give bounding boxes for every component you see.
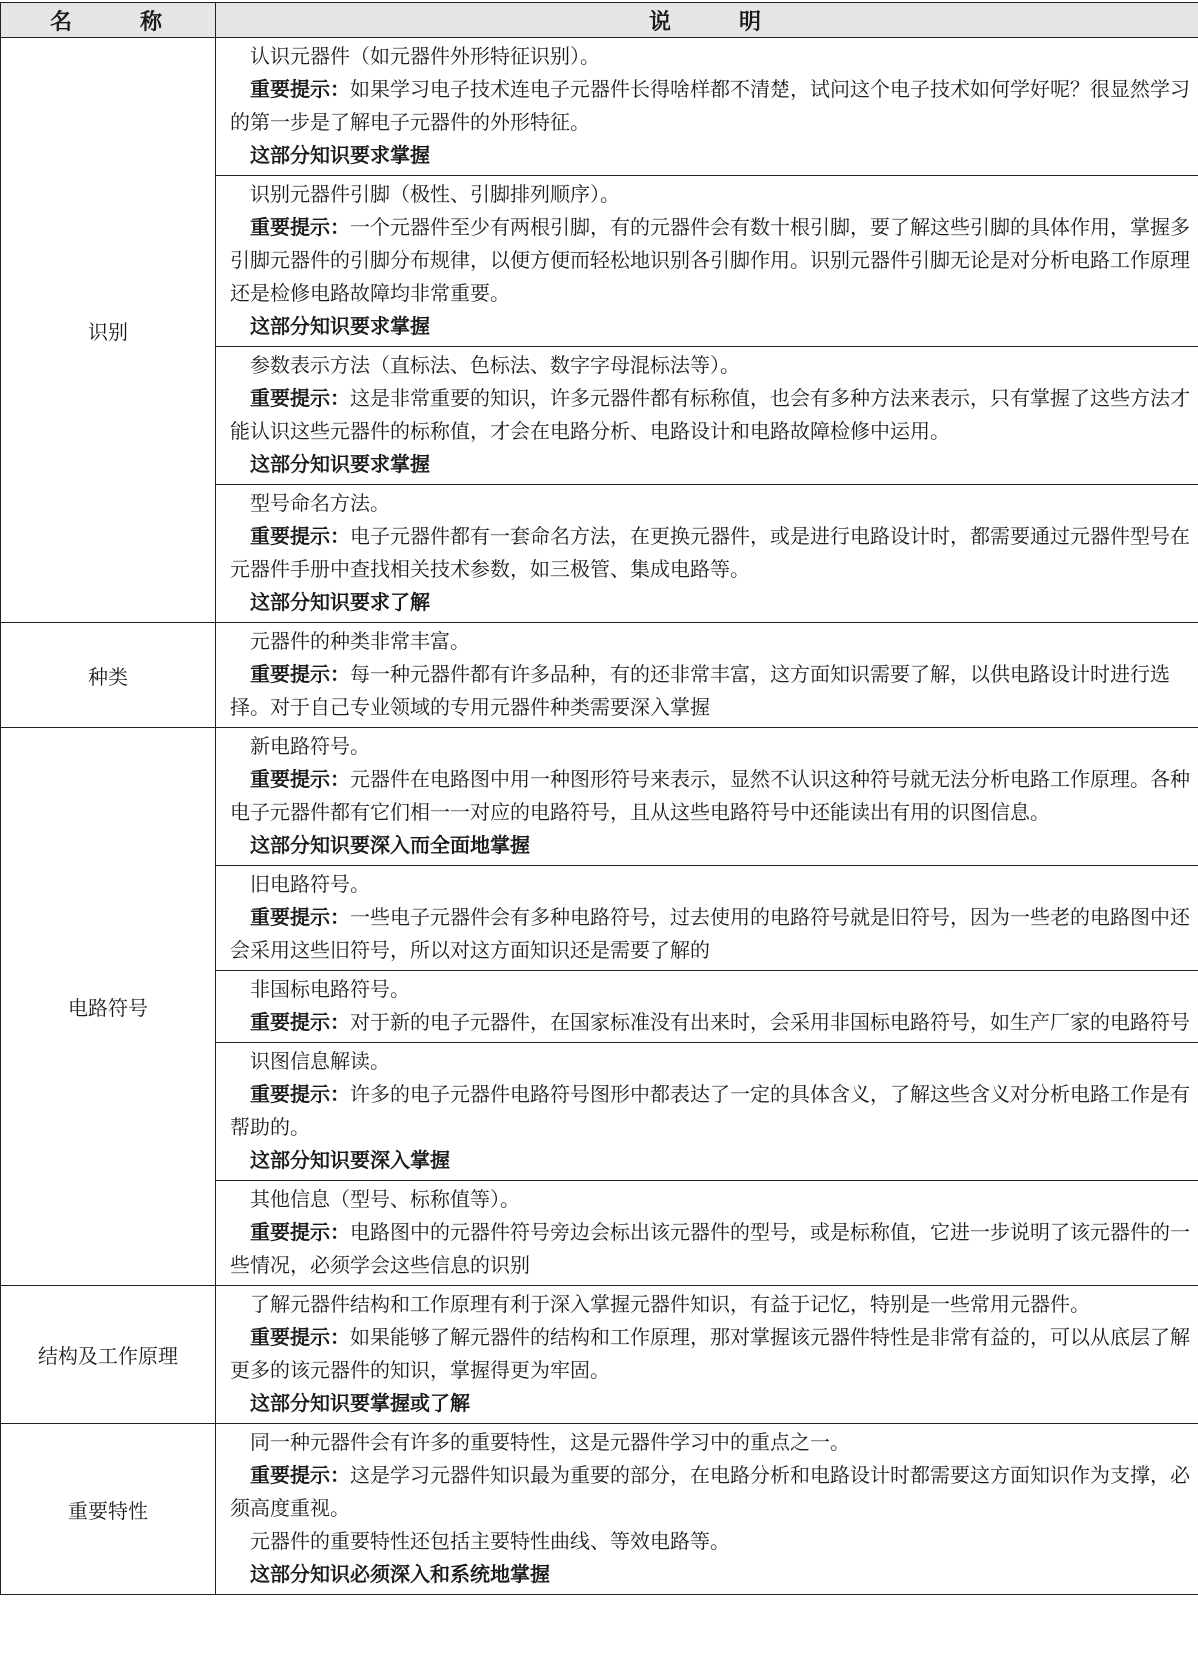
description-cell xyxy=(216,1181,1198,1286)
header-name-char-2: 称 xyxy=(140,9,167,35)
requirement-note: 这部分知识要掌握或了解 xyxy=(250,1391,470,1415)
requirement-note: 这部分知识要深入掌握 xyxy=(250,1148,450,1172)
topic-line: 同一种元器件会有许多的重要特性，这是元器件学习中的重点之一。 xyxy=(250,1430,850,1454)
description-cell xyxy=(216,347,1198,485)
tip-label: 重要提示： xyxy=(250,662,350,686)
topic-line: 非国标电路符号。 xyxy=(250,977,410,1001)
category-name: 结构及工作原理 xyxy=(1,1286,216,1424)
table-header-row xyxy=(1,3,1198,38)
description-cell xyxy=(216,971,1198,1043)
tip-label: 重要提示： xyxy=(250,386,350,410)
table-row xyxy=(1,1286,1198,1424)
category-name: 识别 xyxy=(1,38,216,623)
important-tip xyxy=(230,211,1190,310)
tip-text: 这是学习元器件知识最为重要的部分，在电路分析和电路设计时都需要这方面知识作为支撑，必须高度重视。 xyxy=(230,1463,1190,1520)
tip-text: 元器件在电路图中用一种图形符号来表示，显然不认识这种符号就无法分析电路工作原理。各种电子元器件都有它们相一一对应的电路符号，且从这些电路符号中还能读出有用的识图信息。 xyxy=(230,767,1190,824)
tip-text: 一个元器件至少有两根引脚，有的元器件会有数十根引脚，要了解这些引脚的具体作用，掌握多引脚元器件的引脚分布规律，以便方便而轻松地识别各引脚作用。识别元器件引脚无论是对分析电路工作原理还是检修电路故障均非常重要。 xyxy=(230,215,1190,305)
components-knowledge-table xyxy=(0,2,1198,1595)
important-tip xyxy=(230,520,1190,586)
description-cell xyxy=(216,866,1198,971)
tip-text: 这是非常重要的知识，许多元器件都有标称值，也会有多种方法来表示，只有掌握了这些方法才能认识这些元器件的标称值，才会在电路分析、电路设计和电路故障检修中运用。 xyxy=(230,386,1190,443)
topic-line: 元器件的重要特性还包括主要特性曲线、等效电路等。 xyxy=(250,1529,730,1553)
description-cell xyxy=(216,1043,1198,1181)
topic-line: 其他信息（型号、标称值等）。 xyxy=(250,1187,520,1211)
tip-text: 许多的电子元器件电路符号图形中都表达了一定的具体含义，了解这些含义对分析电路工作是有帮助的。 xyxy=(230,1082,1190,1139)
topic-line: 旧电路符号。 xyxy=(250,872,370,896)
tip-label: 重要提示： xyxy=(250,1463,350,1487)
header-desc-char-1: 说 xyxy=(648,9,675,35)
description-cell xyxy=(216,728,1198,866)
tip-label: 重要提示： xyxy=(250,767,350,791)
requirement-note: 这部分知识要求掌握 xyxy=(250,314,430,338)
topic-line: 识别元器件引脚（极性、引脚排列顺序）。 xyxy=(250,182,620,206)
topic-line: 参数表示方法（直标法、色标法、数字字母混标法等）。 xyxy=(250,353,740,377)
topic-line: 了解元器件结构和工作原理有利于深入掌握元器件知识，有益于记忆，特别是一些常用元器件。 xyxy=(250,1292,1090,1316)
description-cell xyxy=(216,38,1198,176)
table-row xyxy=(1,38,1198,176)
table-body xyxy=(1,38,1198,1595)
category-name: 种类 xyxy=(1,623,216,728)
table-row xyxy=(1,623,1198,728)
description-cell xyxy=(216,1424,1198,1595)
important-tip xyxy=(230,1006,1190,1039)
header-desc-char-2: 明 xyxy=(739,9,766,35)
important-tip xyxy=(230,1321,1190,1387)
table-row xyxy=(1,1424,1198,1595)
tip-text: 如果能够了解元器件的结构和工作原理，那对掌握该元器件特性是非常有益的，可以从底层了解更多的该元器件的知识，掌握得更为牢固。 xyxy=(230,1325,1190,1382)
tip-text: 电子元器件都有一套命名方法，在更换元器件，或是进行电路设计时，都需要通过元器件型号在元器件手册中查找相关技术参数，如三极管、集成电路等。 xyxy=(230,524,1190,581)
category-name: 重要特性 xyxy=(1,1424,216,1595)
tip-label: 重要提示： xyxy=(250,77,350,101)
tip-text: 如果学习电子技术连电子元器件长得啥样都不清楚，试问这个电子技术如何学好呢？很显然学习的第一步是了解电子元器件的外形特征。 xyxy=(230,77,1190,134)
description-cell xyxy=(216,176,1198,347)
requirement-note: 这部分知识要求掌握 xyxy=(250,452,430,476)
tip-text: 对于新的电子元器件，在国家标准没有出来时，会采用非国标电路符号，如生产厂家的电路符号 xyxy=(350,1010,1190,1034)
header-description xyxy=(216,3,1198,38)
category-name: 电路符号 xyxy=(1,728,216,1286)
tip-label: 重要提示： xyxy=(250,1082,350,1106)
important-tip xyxy=(230,658,1190,724)
requirement-note: 这部分知识要求了解 xyxy=(250,590,430,614)
tip-label: 重要提示： xyxy=(250,1325,350,1349)
tip-text: 每一种元器件都有许多品种，有的还非常丰富，这方面知识需要了解，以供电路设计时进行选择。对于自己专业领域的专用元器件种类需要深入掌握 xyxy=(230,662,1170,719)
important-tip xyxy=(230,763,1190,829)
tip-label: 重要提示： xyxy=(250,905,350,929)
important-tip xyxy=(230,1459,1190,1525)
topic-line: 认识元器件（如元器件外形特征识别）。 xyxy=(250,44,600,68)
topic-line: 元器件的种类非常丰富。 xyxy=(250,629,470,653)
tip-label: 重要提示： xyxy=(250,524,350,548)
header-name xyxy=(1,3,216,38)
topic-line: 识图信息解读。 xyxy=(250,1049,390,1073)
important-tip xyxy=(230,73,1190,139)
description-cell xyxy=(216,485,1198,623)
description-cell xyxy=(216,1286,1198,1424)
important-tip xyxy=(230,1216,1190,1282)
important-tip xyxy=(230,1078,1190,1144)
topic-line: 型号命名方法。 xyxy=(250,491,390,515)
requirement-note: 这部分知识要求掌握 xyxy=(250,143,430,167)
tip-label: 重要提示： xyxy=(250,1220,350,1244)
tip-text: 一些电子元器件会有多种电路符号，过去使用的电路符号就是旧符号，因为一些老的电路图中还会采用这些旧符号，所以对这方面知识还是需要了解的 xyxy=(230,905,1190,962)
important-tip xyxy=(230,382,1190,448)
table-row xyxy=(1,728,1198,866)
topic-line: 新电路符号。 xyxy=(250,734,370,758)
header-name-char-1: 名 xyxy=(49,9,76,35)
requirement-note: 这部分知识要深入而全面地掌握 xyxy=(250,833,530,857)
tip-text: 电路图中的元器件符号旁边会标出该元器件的型号，或是标称值，它进一步说明了该元器件的一些情况，必须学会这些信息的识别 xyxy=(230,1220,1190,1277)
tip-label: 重要提示： xyxy=(250,1010,350,1034)
important-tip xyxy=(230,901,1190,967)
description-cell xyxy=(216,623,1198,728)
tip-label: 重要提示： xyxy=(250,215,350,239)
requirement-note: 这部分知识必须深入和系统地掌握 xyxy=(250,1562,550,1586)
